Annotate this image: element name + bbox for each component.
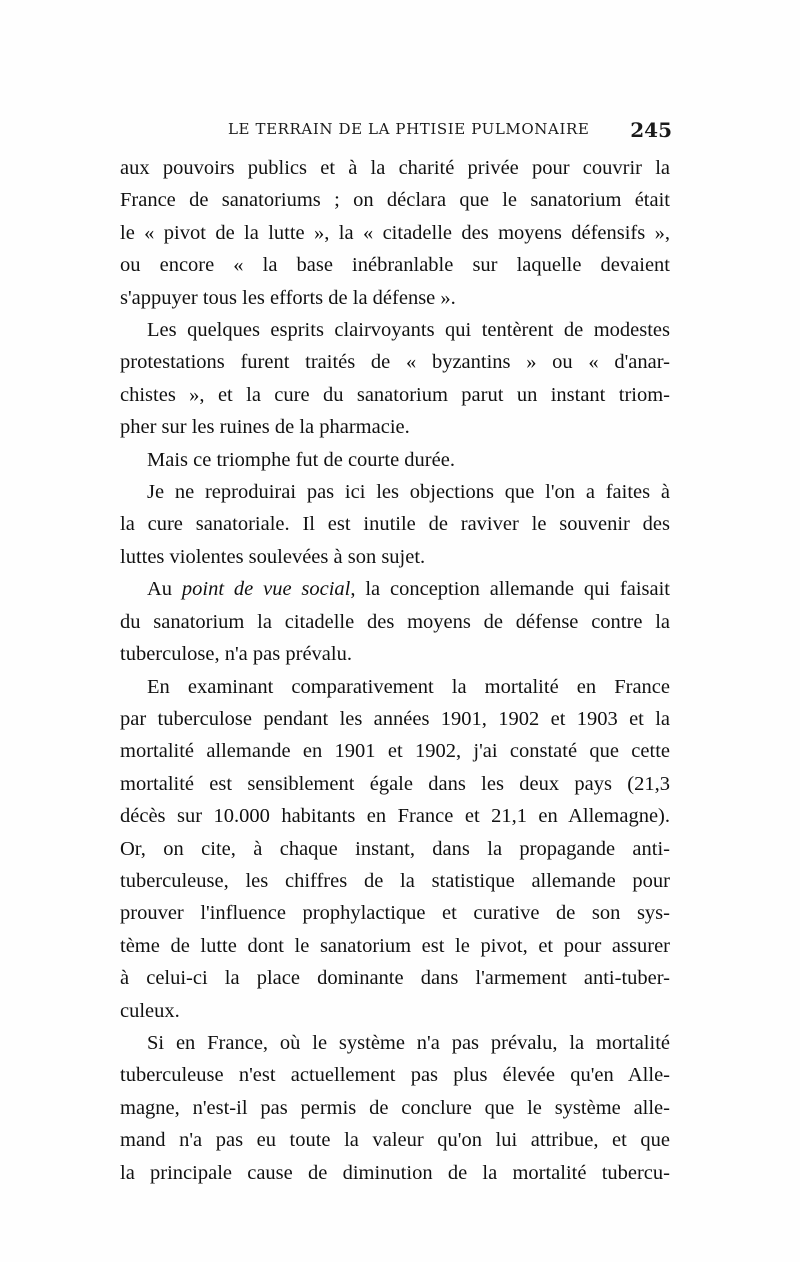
paragraph-1 bbox=[120, 152, 670, 314]
text-line: En examinant comparativement la mortalité en France bbox=[147, 675, 670, 698]
text-line: culeux. bbox=[120, 999, 180, 1022]
text-line: ou encore « la base inébranlable sur laquelle devaient bbox=[120, 254, 670, 277]
text-line: Si en France, où le système n'a pas prévalu, la mortalité bbox=[147, 1031, 670, 1054]
text-line: décès sur 10.000 habitants en France et 21,1 en Allemagne). bbox=[120, 805, 670, 828]
text-line: du sanatorium la citadelle des moyens de défense contre la bbox=[120, 610, 670, 633]
text-line: France de sanatoriums ; on déclara que le sanatorium était bbox=[120, 189, 670, 212]
text-line: magne, n'est-il pas permis de conclure que le système alle- bbox=[120, 1096, 670, 1119]
text-line: à celui-ci la place dominante dans l'armement anti-tuber- bbox=[120, 967, 670, 990]
italic-phrase: point de vue social bbox=[181, 578, 351, 601]
text-line: chistes », et la cure du sanatorium parut un instant triom- bbox=[120, 383, 670, 406]
text-line: pher sur les ruines de la pharmacie. bbox=[120, 416, 410, 439]
text-line: prouver l'influence prophylactique et curative de son sys- bbox=[120, 902, 670, 925]
text-line: Or, on cite, à chaque instant, dans la propagande anti- bbox=[120, 837, 670, 860]
paragraph-3 bbox=[120, 444, 670, 476]
text-line: mortalité allemande en 1901 et 1902, j'ai constaté que cette bbox=[120, 740, 670, 763]
page-number: 245 bbox=[630, 118, 672, 142]
text-line: mortalité est sensiblement égale dans les deux pays (21,3 bbox=[120, 772, 670, 795]
paragraph-4 bbox=[120, 476, 670, 573]
paragraph-5 bbox=[120, 573, 670, 670]
text-line: luttes violentes soulevées à son sujet. bbox=[120, 545, 426, 568]
text-line: tuberculose, n'a pas prévalu. bbox=[120, 643, 352, 666]
text-line: par tuberculose pendant les années 1901, 1902 et 1903 et la bbox=[120, 707, 670, 730]
text-line: tuberculeuse, les chiffres de la statistique allemande pour bbox=[120, 869, 670, 892]
text-line: Je ne reproduirai pas ici les objections que l'on a faites à bbox=[147, 481, 670, 504]
text-line: s'appuyer tous les efforts de la défense ». bbox=[120, 286, 456, 309]
text-line: le « pivot de la lutte », la « citadelle des moyens défensifs », bbox=[120, 221, 670, 244]
text-line: aux pouvoirs publics et à la charité privée pour couvrir la bbox=[120, 157, 670, 179]
text-line: mand n'a pas eu toute la valeur qu'on lui attribue, et que bbox=[120, 1129, 670, 1152]
text-line: tème de lutte dont le sanatorium est le pivot, et pour assurer bbox=[120, 934, 670, 957]
text-line: la cure sanatoriale. Il est inutile de raviver le souvenir des bbox=[120, 513, 670, 536]
running-head bbox=[120, 118, 680, 144]
lead-prefix: Au bbox=[147, 578, 182, 601]
body-text bbox=[120, 152, 670, 1189]
text-line: protestations furent traités de « byzantins » ou « d'anar- bbox=[120, 351, 670, 374]
running-title: LE TERRAIN DE LA PHTISIE PULMONAIRE bbox=[228, 120, 590, 138]
paragraph-6 bbox=[120, 671, 670, 1027]
text-line: Les quelques esprits clairvoyants qui tentèrent de modestes bbox=[147, 319, 670, 342]
lead-rest: , la conception allemande qui faisait bbox=[350, 578, 671, 601]
text-line bbox=[120, 573, 670, 605]
paragraph-7 bbox=[120, 1027, 670, 1189]
text-line: tuberculeuse n'est actuellement pas plus élevée qu'en Alle- bbox=[120, 1064, 670, 1087]
text-line: Mais ce triomphe fut de courte durée. bbox=[147, 448, 455, 471]
paragraph-2 bbox=[120, 314, 670, 444]
text-line: la principale cause de diminution de la mortalité tubercu- bbox=[120, 1161, 670, 1184]
